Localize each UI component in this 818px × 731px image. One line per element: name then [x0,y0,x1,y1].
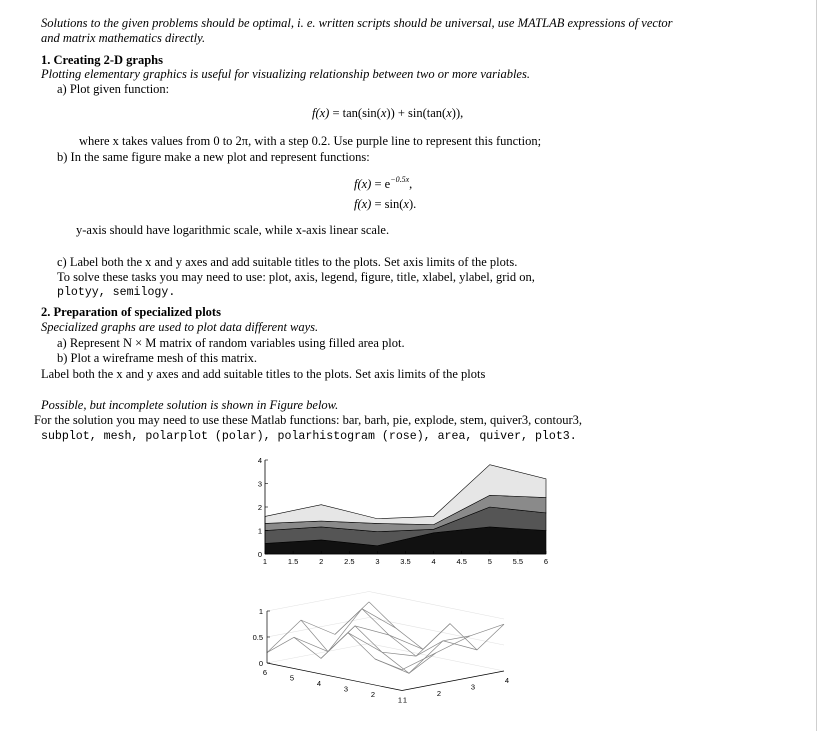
eq2-lhs: f(x) [354,177,372,192]
mesh-chart [225,585,585,705]
x-axis-line [267,663,402,691]
y-axis-line [402,671,504,691]
x-tick-label: 1 [262,557,268,566]
y-tick-label: 3 [257,479,262,489]
label-note: Label both the x and y axes and add suitable titles to the plots. Set axis limits of the plots [41,367,486,381]
task-1a-note: where x takes values from 0 to 2π, with a step 0.2. Use purple line to represent this function; [79,134,542,148]
y-tick-label: 2 [436,689,442,698]
z-tick-label: 0.5 [252,633,263,642]
task-1b: b) In the same figure make a new plot and represent functions: [57,150,370,164]
x-tick-label: 5 [487,557,492,566]
z-tick-label: 0 [258,659,263,668]
eq3-lhs: f(x) [354,197,372,211]
eq2-end: , [409,177,413,192]
functions-line-1: For the solution you may need to use these Matlab functions: bar, barh, pie, explode, stem, quiver3, contour3, [34,413,582,427]
y-tick-label: 0 [257,550,262,559]
eq2-exponent: −0.5x [390,175,410,184]
task-1b-note: y-axis should have logarithmic scale, while x-axis linear scale. [76,223,390,237]
x-tick-label: 2 [370,690,376,699]
y-tick-label: 2 [257,503,262,512]
x-tick-label: 1 [397,695,403,705]
x-tick-label: 6 [262,668,268,677]
mesh-line [267,633,402,670]
eq3-end: ). [408,197,417,211]
y-tick-label: 1 [402,695,408,705]
x-tick-label: 5 [289,673,295,683]
y-tick-label: 4 [257,456,262,465]
functions-line-2: subplot, mesh, polarplot (polar), polarhistogram (rose), area, quiver, plot3. [41,430,577,443]
page-border [816,0,817,731]
y-tick-label: 4 [504,676,510,685]
equation-2 [354,176,412,192]
intro-line-1: Solutions to the given problems should be optimal, i. e. written scripts should be universal, use MATLAB expressions of vector [41,16,673,30]
task-1a: a) Plot given function: [57,82,170,96]
equation-1 [312,106,463,121]
mesh-line [375,641,477,674]
z-tick-label: 1 [258,607,263,616]
eq3-x: x [403,197,409,211]
task-1c: c) Label both the x and y axes and add suitable titles to the plots. Set axis limits of the plots. [57,255,518,269]
mesh-line [301,620,436,673]
task-2a: a) Represent N × M matrix of random variables using filled area plot. [57,336,405,350]
equation-3 [354,197,416,212]
mesh-line [369,602,504,650]
mesh-line [335,609,470,656]
eq1-lhs: f(x) [312,106,330,120]
eq1-mid2: )) + sin(tan( [386,106,447,120]
area-chart [240,452,560,577]
section-2-heading: 2. Preparation of specialized plots [41,305,221,319]
tools-line-2: plotyy, semilogy. [57,286,176,299]
y-tick-label: 3 [470,682,476,692]
x-tick-label: 3 [375,557,380,566]
x-tick-label: 3.5 [400,557,411,566]
eq1-x1: x [380,106,387,120]
tools-line-1: To solve these tasks you may need to use: plot, axis, legend, figure, title, xlabel, ylabel, grid on, [57,270,535,284]
eq2-rhs: = e [371,177,391,192]
section-1-lead: Plotting elementary graphics is useful for visualizing relationship between two or more variables. [41,67,530,81]
eq1-x2: x [446,106,452,120]
possible-solution-note: Possible, but incomplete solution is shown in Figure below. [41,398,339,412]
x-tick-label: 2.5 [344,557,355,566]
eq1-end: )), [451,106,464,120]
x-tick-label: 3 [343,684,349,694]
task-2b: b) Plot a wireframe mesh of this matrix. [57,351,257,365]
section-2-lead: Specialized graphs are used to plot data different ways. [41,320,319,334]
x-tick-label: 4.5 [456,557,467,566]
x-tick-label: 2 [319,557,324,566]
x-tick-label: 6 [543,557,549,566]
x-tick-label: 4 [431,557,436,566]
section-1-heading: 1. Creating 2-D graphs [41,53,163,67]
x-tick-label: 1.5 [287,557,299,566]
eq1-mid: = tan(sin( [329,106,381,120]
x-tick-label: 5.5 [512,557,524,566]
y-tick-label: 1 [257,526,262,536]
mesh-backgrid-line [267,592,504,620]
eq3-rhs: = sin( [371,197,404,211]
intro-line-2: and matrix mathematics directly. [41,31,206,45]
x-tick-label: 4 [316,679,322,688]
